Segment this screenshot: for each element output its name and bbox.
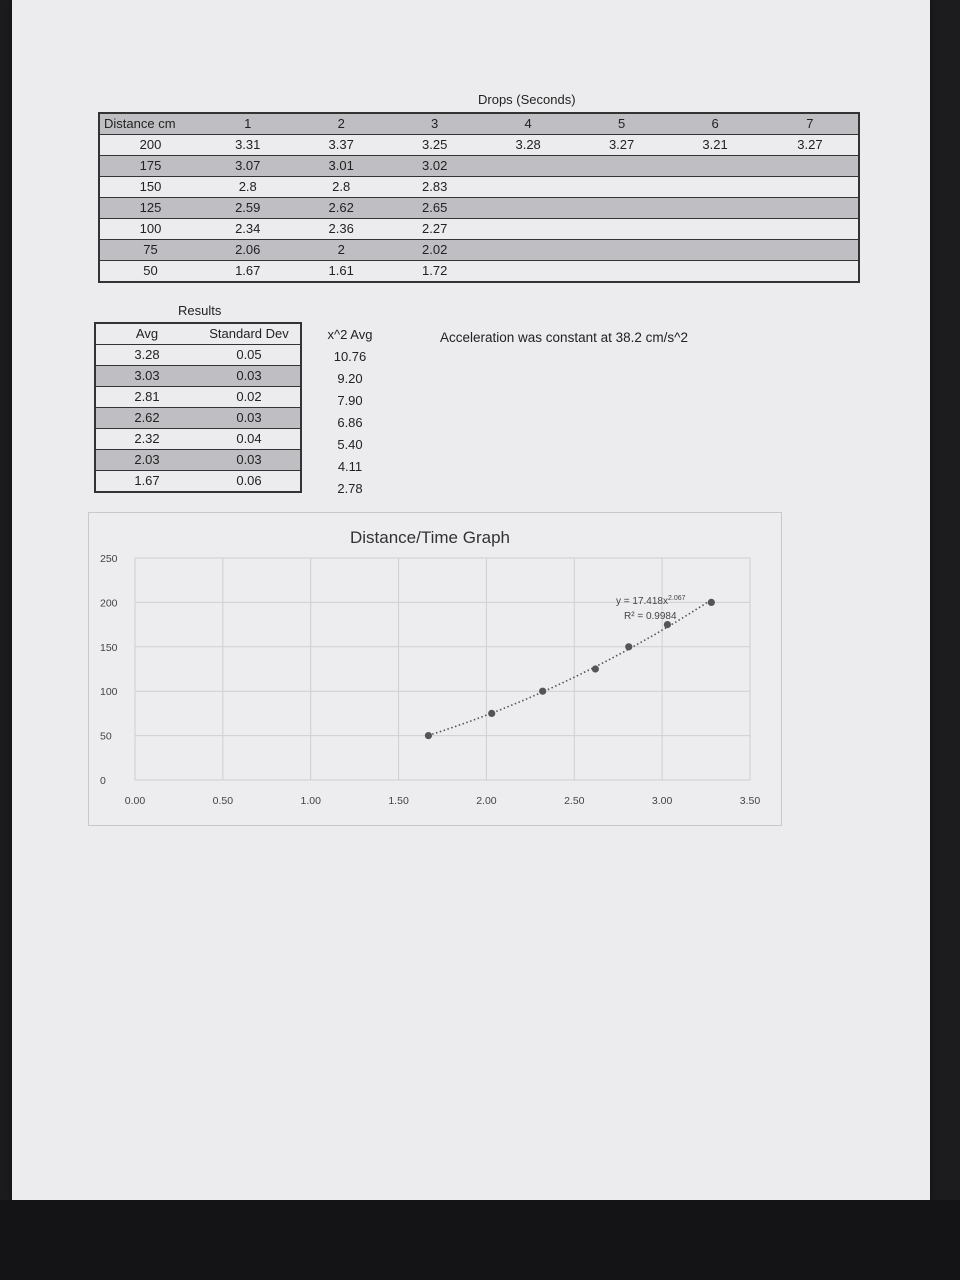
results-row — [95, 345, 301, 366]
results-title: Results — [178, 303, 222, 318]
drop-time-cell: 3.25 — [422, 137, 448, 152]
xsq-cell: 4.11 — [337, 459, 363, 474]
y-tick-label: 50 — [100, 730, 112, 743]
data-point — [539, 688, 546, 695]
xsq-header: x^2 Avg — [327, 327, 373, 342]
data-point — [708, 599, 715, 606]
drop-time-cell — [762, 198, 859, 219]
drop-time-cell — [762, 219, 859, 240]
r-squared-label: R² = 0.9984 — [624, 611, 677, 622]
avg-cell: 2.32 — [134, 431, 160, 446]
data-point — [425, 732, 432, 739]
drop-time-cell — [668, 240, 761, 261]
drop-time-cell: 2.02 — [422, 242, 448, 257]
drop-col-2: 2 — [337, 116, 345, 131]
drop-time-cell — [575, 240, 668, 261]
drops-title: Drops (Seconds) — [478, 92, 576, 107]
xsq-cell: 7.90 — [337, 393, 363, 408]
drop-time-cell: 1.72 — [422, 263, 448, 278]
data-point — [664, 621, 671, 628]
drop-col-6: 6 — [711, 116, 719, 131]
drop-time-cell — [668, 156, 761, 177]
chart-title: Distance/Time Graph — [350, 528, 510, 547]
drop-time-cell: 2.8 — [238, 179, 257, 194]
drop-time-cell: 2.62 — [328, 200, 354, 215]
y-tick-label: 100 — [100, 686, 118, 699]
drop-time-cell: 2.8 — [332, 179, 351, 194]
results-table — [94, 322, 302, 493]
data-point — [625, 643, 632, 650]
drop-time-cell — [762, 261, 859, 283]
drop-time-cell — [481, 198, 574, 219]
stddev-cell: 0.05 — [236, 347, 262, 362]
trend-equation — [616, 595, 686, 607]
results-row — [95, 471, 301, 493]
stddev-header: Standard Dev — [209, 326, 289, 341]
distance-cell: 50 — [143, 263, 158, 278]
drop-time-cell: 2.36 — [328, 221, 354, 236]
stddev-cell: 0.04 — [236, 431, 262, 446]
drop-time-cell — [762, 240, 859, 261]
avg-cell: 2.81 — [134, 389, 160, 404]
drop-time-cell — [762, 177, 859, 198]
drops-row — [99, 261, 859, 283]
data-point — [488, 710, 495, 717]
xsq-cell: 10.76 — [333, 349, 367, 364]
distance-cell: 175 — [139, 158, 162, 173]
xsq-cell: 2.78 — [337, 481, 363, 496]
results-header-row — [95, 323, 301, 345]
equation-exponent: 2.067 — [667, 595, 686, 602]
drop-col-1: 1 — [244, 116, 252, 131]
drops-row — [99, 240, 859, 261]
x-tick-label: 0.50 — [212, 795, 234, 807]
data-point — [592, 665, 599, 672]
avg-cell: 2.62 — [134, 410, 160, 425]
drop-time-cell — [575, 261, 668, 283]
y-tick-label: 0 — [100, 775, 106, 787]
drop-time-cell — [668, 219, 761, 240]
drop-time-cell — [668, 198, 761, 219]
drops-row — [99, 198, 859, 219]
xsq-cell: 6.86 — [337, 415, 363, 430]
drop-time-cell — [481, 177, 574, 198]
y-tick-label: 250 — [100, 553, 118, 565]
drop-time-cell: 3.01 — [328, 158, 354, 173]
drop-time-cell: 1.61 — [328, 263, 354, 278]
results-row — [95, 366, 301, 387]
drop-time-cell — [481, 240, 574, 261]
drop-time-cell — [575, 156, 668, 177]
drop-time-cell: 3.27 — [797, 137, 823, 152]
drop-time-cell — [575, 198, 668, 219]
drop-time-cell — [575, 177, 668, 198]
stddev-cell: 0.03 — [236, 368, 262, 383]
drop-time-cell: 2.65 — [422, 200, 448, 215]
drop-time-cell: 3.21 — [702, 137, 728, 152]
results-row — [95, 429, 301, 450]
results-row — [95, 387, 301, 408]
drop-time-cell — [575, 219, 668, 240]
drop-time-cell: 2.83 — [422, 179, 448, 194]
background-surface — [0, 1200, 960, 1280]
drop-time-cell: 2.27 — [422, 221, 448, 236]
stddev-cell: 0.02 — [236, 389, 262, 404]
drop-time-cell — [481, 156, 574, 177]
xsq-cell: 5.40 — [337, 437, 363, 452]
xsq-table — [318, 324, 382, 500]
drop-time-cell: 2.59 — [235, 200, 261, 215]
drop-time-cell: 3.02 — [422, 158, 448, 173]
drop-time-cell — [668, 177, 761, 198]
x-tick-label: 3.00 — [651, 795, 673, 807]
drop-time-cell: 3.31 — [235, 137, 261, 152]
x-tick-label: 2.50 — [564, 795, 585, 807]
distance-cell: 125 — [139, 200, 162, 215]
avg-cell: 3.03 — [134, 368, 160, 383]
y-tick-label: 150 — [100, 641, 118, 654]
distance-cell: 150 — [139, 179, 162, 194]
results-row — [95, 450, 301, 471]
drop-col-7: 7 — [806, 116, 814, 131]
drops-header-row — [99, 113, 859, 135]
results-row — [95, 408, 301, 429]
drop-time-cell — [481, 261, 574, 283]
distance-cell: 75 — [143, 242, 158, 257]
drop-time-cell: 3.28 — [515, 137, 541, 152]
acceleration-note: Acceleration was constant at 38.2 cm/s^2 — [440, 330, 688, 345]
drop-col-5: 5 — [617, 116, 626, 131]
drops-row — [99, 156, 859, 177]
avg-header: Avg — [135, 326, 159, 341]
drop-time-cell: 3.07 — [235, 158, 261, 173]
avg-cell: 3.28 — [134, 347, 160, 362]
drops-row — [99, 177, 859, 198]
xsq-cell: 9.20 — [337, 371, 363, 386]
x-tick-label: 0.00 — [124, 795, 146, 807]
drop-time-cell: 2 — [337, 242, 345, 257]
drop-col-3: 3 — [431, 116, 439, 131]
x-tick-label: 1.00 — [300, 795, 321, 807]
stddev-cell: 0.06 — [236, 473, 262, 488]
drop-time-cell: 3.37 — [328, 137, 354, 152]
drop-time-cell — [481, 219, 574, 240]
distance-cell: 100 — [139, 221, 162, 236]
drop-time-cell: 2.06 — [235, 242, 261, 257]
stddev-cell: 0.03 — [236, 452, 262, 467]
x-tick-label: 1.50 — [388, 795, 409, 807]
avg-cell: 1.67 — [134, 473, 160, 488]
distance-cell: 200 — [139, 137, 162, 152]
avg-cell: 2.03 — [134, 452, 160, 467]
drop-time-cell: 3.27 — [608, 137, 635, 152]
stddev-cell: 0.03 — [236, 410, 262, 425]
drops-table — [98, 112, 860, 283]
drop-time-cell: 2.34 — [235, 221, 261, 236]
drops-row — [99, 219, 859, 240]
distance-header: Distance cm — [104, 116, 176, 131]
drop-time-cell: 1.67 — [235, 263, 261, 278]
distance-time-chart — [88, 512, 780, 824]
drops-row — [99, 135, 859, 156]
equation-base: y = 17.418x — [616, 596, 668, 607]
x-tick-label: 2.00 — [476, 795, 497, 807]
y-tick-label: 200 — [100, 597, 118, 610]
drop-col-4: 4 — [524, 116, 532, 131]
drop-time-cell — [762, 156, 859, 177]
x-tick-label: 3.50 — [739, 795, 761, 807]
drop-time-cell — [668, 261, 761, 283]
